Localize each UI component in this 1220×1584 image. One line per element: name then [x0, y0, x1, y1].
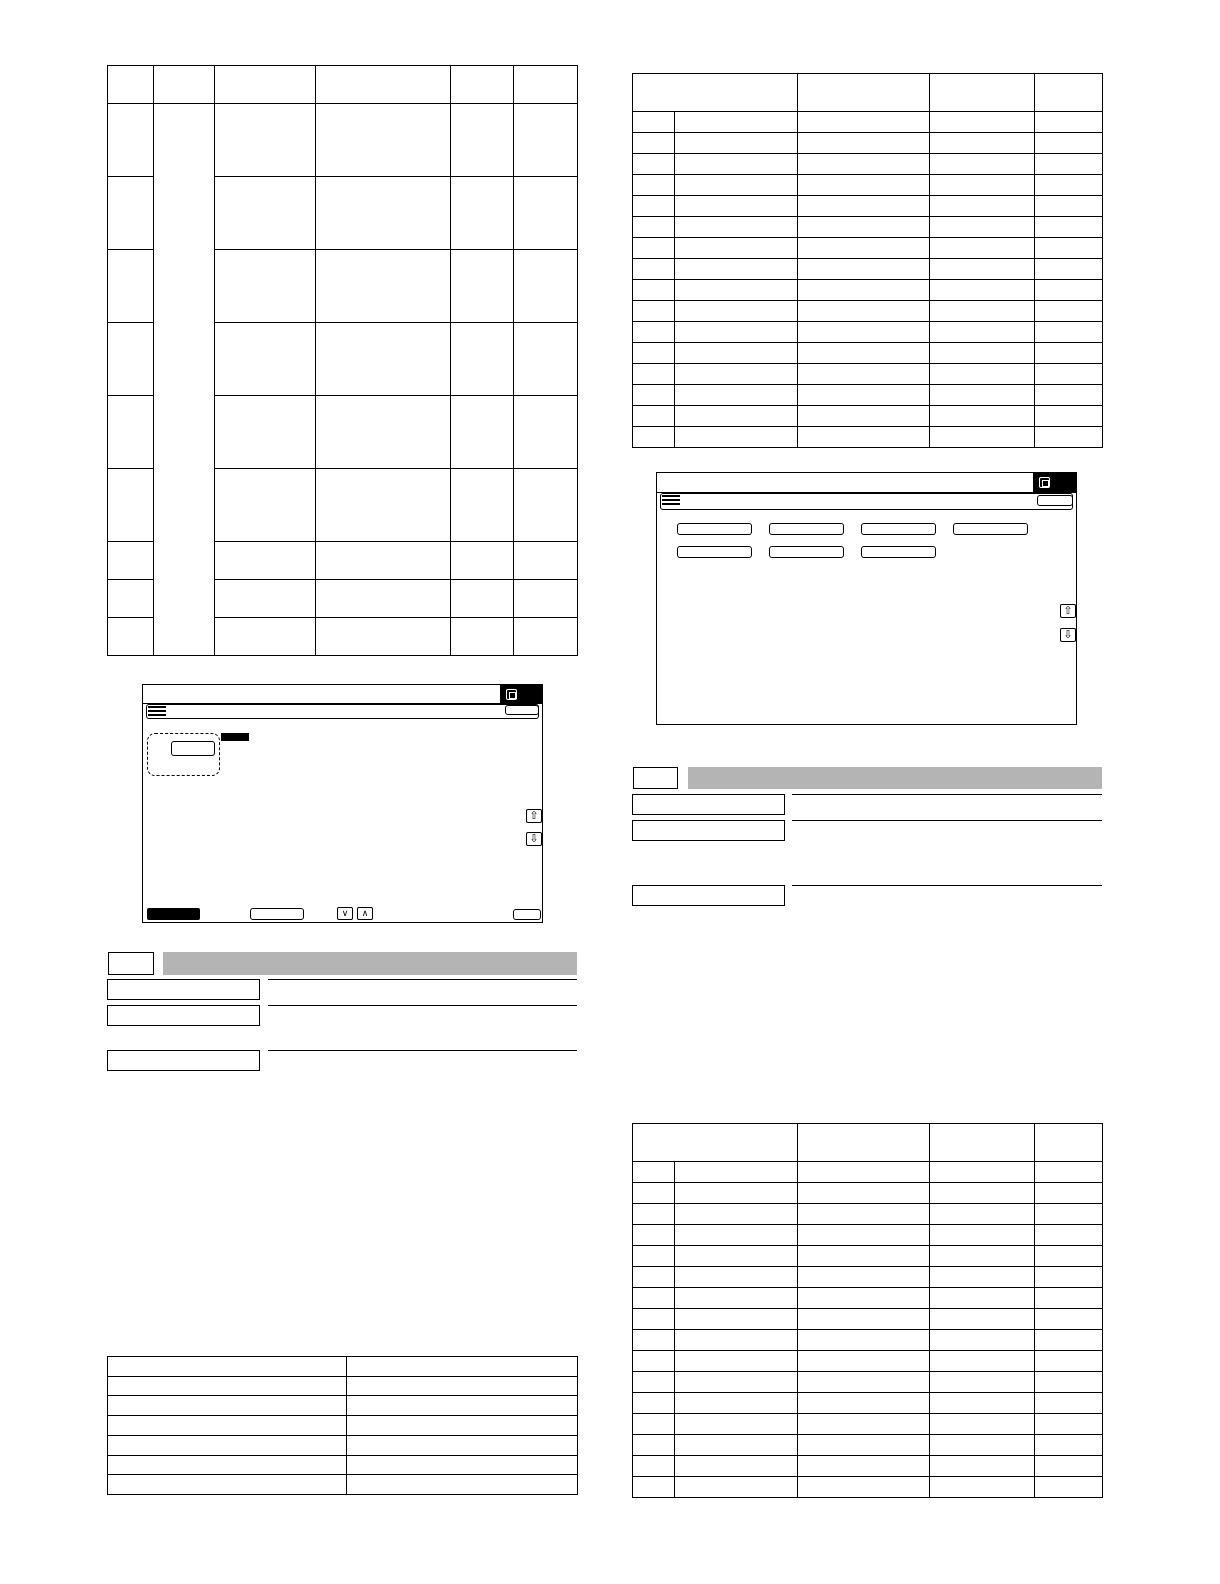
- table-cell: [108, 542, 154, 580]
- table-cell: [633, 238, 675, 259]
- table-cell: [633, 1330, 675, 1351]
- table-cell: [451, 396, 514, 469]
- table-cell: [930, 280, 1035, 301]
- table-cell: [633, 1162, 675, 1183]
- table-cell: [675, 217, 798, 238]
- table-cell: [1035, 196, 1103, 217]
- table-cell: [930, 1351, 1035, 1372]
- table-cell: [451, 177, 514, 250]
- table-cell: [633, 1435, 675, 1456]
- table-cell: [1035, 112, 1103, 133]
- function-rule: [792, 820, 1102, 821]
- table-cell: [798, 112, 930, 133]
- scroll-up-button[interactable]: [1060, 604, 1076, 618]
- table-cell: [930, 1267, 1035, 1288]
- table-cell: [930, 1372, 1035, 1393]
- table-cell: [675, 112, 798, 133]
- table-cell: [316, 250, 451, 323]
- table-cell: [633, 1477, 675, 1498]
- table-cell: [675, 259, 798, 280]
- table-cell: [514, 104, 578, 177]
- purpose-rule: [268, 979, 577, 980]
- arrow-down-icon: ⇩: [1063, 629, 1073, 641]
- header-cell: [633, 74, 798, 112]
- table-cell: [1035, 175, 1103, 196]
- section-title-bar: [163, 952, 577, 975]
- copy-mode-icon: [506, 689, 517, 700]
- table-cell: [798, 1477, 930, 1498]
- right-screen-mockup: [656, 472, 1077, 725]
- ok-button[interactable]: [1037, 495, 1073, 506]
- table-cell: [798, 343, 930, 364]
- scroll-down-button[interactable]: [526, 832, 542, 846]
- table-cell: [930, 196, 1035, 217]
- table-cell: [633, 427, 675, 448]
- table-cell: [798, 1456, 930, 1477]
- table-cell: [798, 1351, 930, 1372]
- value-key-button[interactable]: [171, 741, 215, 756]
- table-cell: [633, 1267, 675, 1288]
- section-number-box: [633, 767, 678, 789]
- table-cell: [215, 250, 316, 323]
- operation-label-box: [107, 1050, 260, 1071]
- table-cell: [633, 1225, 675, 1246]
- table-cell: [316, 618, 451, 656]
- table-cell: [930, 154, 1035, 175]
- table-cell: [347, 1416, 578, 1436]
- header-cell: [798, 1124, 930, 1162]
- table-cell: [930, 322, 1035, 343]
- table-cell: [1035, 1435, 1103, 1456]
- table-cell: [675, 175, 798, 196]
- table-cell: [633, 406, 675, 427]
- table-cell: [675, 343, 798, 364]
- table-cell: [633, 364, 675, 385]
- table-cell: [675, 1204, 798, 1225]
- table-cell: [930, 1183, 1035, 1204]
- table-cell: [1035, 1204, 1103, 1225]
- table-cell: [1035, 217, 1103, 238]
- table-cell: [1035, 133, 1103, 154]
- operation-rule: [792, 885, 1102, 886]
- table-cell: [930, 133, 1035, 154]
- table-cell: [930, 1456, 1035, 1477]
- table-cell: [930, 364, 1035, 385]
- menu-lines-icon: [148, 706, 166, 716]
- table-cell: [1035, 1477, 1103, 1498]
- table-cell: [451, 250, 514, 323]
- table-cell: [930, 259, 1035, 280]
- table-cell: [451, 542, 514, 580]
- table-cell: [633, 1246, 675, 1267]
- item-button-5[interactable]: [677, 546, 752, 558]
- table-cell: [633, 196, 675, 217]
- arrow-up-icon: ⇧: [1063, 605, 1073, 617]
- execute-button[interactable]: [513, 909, 541, 920]
- table-cell: [930, 385, 1035, 406]
- table-cell: [1035, 1288, 1103, 1309]
- table-cell: [633, 1204, 675, 1225]
- table-cell: [675, 1162, 798, 1183]
- table-cell: [675, 1477, 798, 1498]
- table-cell: [930, 1225, 1035, 1246]
- table-cell: [798, 1309, 930, 1330]
- table-cell: [633, 112, 675, 133]
- table-cell: [798, 1393, 930, 1414]
- table-cell: [675, 133, 798, 154]
- table-cell: [798, 1330, 930, 1351]
- screen-mode-badge: [1033, 473, 1076, 492]
- table-cell: [1035, 322, 1103, 343]
- header-cell: [1035, 1124, 1103, 1162]
- item-button-4[interactable]: [953, 523, 1028, 535]
- table-cell: [108, 1455, 347, 1475]
- purpose-rule: [792, 794, 1102, 795]
- table-cell: [798, 259, 930, 280]
- chevron-down-icon: ∨: [341, 908, 349, 918]
- scroll-up-button[interactable]: [526, 809, 542, 823]
- table-cell: [316, 469, 451, 542]
- function-rule: [268, 1005, 577, 1006]
- table-cell: [675, 385, 798, 406]
- operation-rule: [268, 1050, 577, 1051]
- table-cell: [675, 301, 798, 322]
- table-cell: [108, 1396, 347, 1416]
- table-cell: [316, 177, 451, 250]
- table-cell: [633, 1183, 675, 1204]
- table-cell: [347, 1455, 578, 1475]
- screen-title-bar: [657, 473, 1076, 493]
- table-cell: [675, 154, 798, 175]
- table-cell: [930, 1393, 1035, 1414]
- screen-title-bar: [143, 685, 542, 704]
- highlight-label: [221, 733, 249, 741]
- table-cell: [633, 1372, 675, 1393]
- table-cell: [675, 1309, 798, 1330]
- bottom-input-field[interactable]: [250, 908, 304, 920]
- table-cell: [1035, 385, 1103, 406]
- table-cell: [930, 406, 1035, 427]
- table-cell: [675, 1393, 798, 1414]
- header-cell: [930, 1124, 1035, 1162]
- item-button-1[interactable]: [677, 523, 752, 535]
- table-cell: [798, 133, 930, 154]
- table-cell: [798, 154, 930, 175]
- decrease-button[interactable]: [337, 907, 353, 920]
- table-cell: [675, 1435, 798, 1456]
- table-cell: [798, 406, 930, 427]
- table-cell: [633, 343, 675, 364]
- table-cell: [1035, 1372, 1103, 1393]
- table-cell: [633, 154, 675, 175]
- header-cell: [108, 1357, 347, 1377]
- copy-mode-icon: [1039, 477, 1050, 488]
- table-cell: [1035, 1183, 1103, 1204]
- table-cell: [1035, 1414, 1103, 1435]
- table-cell: [451, 323, 514, 396]
- header-cell: [798, 74, 930, 112]
- ok-button[interactable]: [505, 705, 539, 715]
- section-title-bar: [688, 767, 1102, 789]
- table-cell: [1035, 301, 1103, 322]
- table-cell: [798, 1246, 930, 1267]
- table-cell: [675, 280, 798, 301]
- header-cell: [316, 66, 451, 104]
- table-cell: [798, 1183, 930, 1204]
- table-cell: [1035, 343, 1103, 364]
- table-cell: [675, 1183, 798, 1204]
- table-cell: [215, 618, 316, 656]
- spec-table-top-right: [632, 73, 1103, 448]
- table-cell: [1035, 1456, 1103, 1477]
- table-cell: [798, 364, 930, 385]
- purpose-label-box: [107, 979, 260, 1000]
- table-cell: [316, 580, 451, 618]
- table-cell: [108, 177, 154, 250]
- table-cell: [675, 1351, 798, 1372]
- table-cell: [108, 1475, 347, 1495]
- table-cell: [930, 238, 1035, 259]
- table-cell: [1035, 364, 1103, 385]
- table-cell: [798, 301, 930, 322]
- item-button-7[interactable]: [861, 546, 936, 558]
- setting-table-bottom-left: [107, 1356, 578, 1495]
- header-cell: [1035, 74, 1103, 112]
- table-cell: [1035, 1267, 1103, 1288]
- table-cell: [215, 104, 316, 177]
- table-cell: [1035, 1162, 1103, 1183]
- table-cell: [514, 396, 578, 469]
- table-cell: [347, 1396, 578, 1416]
- table-cell: [514, 618, 578, 656]
- table-cell: [675, 1330, 798, 1351]
- table-cell: [930, 1477, 1035, 1498]
- table-cell: [633, 322, 675, 343]
- table-cell: [930, 1330, 1035, 1351]
- table-cell: [108, 1376, 347, 1396]
- section-number-box: [108, 952, 154, 975]
- table-cell: [798, 427, 930, 448]
- table-cell: [633, 1393, 675, 1414]
- table-cell: [675, 1288, 798, 1309]
- table-cell: [798, 238, 930, 259]
- table-cell: [451, 618, 514, 656]
- table-cell: [675, 1267, 798, 1288]
- table-cell: [930, 217, 1035, 238]
- item-button-3[interactable]: [861, 523, 936, 535]
- header-cell: [215, 66, 316, 104]
- table-cell: [108, 469, 154, 542]
- table-cell: [347, 1435, 578, 1455]
- function-label-box: [632, 820, 785, 841]
- menu-lines-icon: [662, 495, 680, 505]
- table-cell: [675, 196, 798, 217]
- table-cell: [633, 280, 675, 301]
- table-cell: [930, 1309, 1035, 1330]
- table-cell: [798, 1435, 930, 1456]
- table-cell: [514, 469, 578, 542]
- table-cell: [108, 1435, 347, 1455]
- screen-mode-badge: [500, 685, 542, 703]
- table-cell: [215, 469, 316, 542]
- table-cell: [215, 323, 316, 396]
- table-cell: [930, 1414, 1035, 1435]
- function-label-box: [107, 1005, 260, 1026]
- table-cell: [633, 1414, 675, 1435]
- item-button-6[interactable]: [769, 546, 844, 558]
- table-cell: [108, 580, 154, 618]
- table-cell: [675, 406, 798, 427]
- table-cell: [316, 104, 451, 177]
- table-cell: [633, 133, 675, 154]
- table-cell: [1035, 259, 1103, 280]
- arrow-down-icon: ⇩: [529, 833, 539, 845]
- table-cell: [930, 1204, 1035, 1225]
- table-cell: [316, 396, 451, 469]
- table-cell: [930, 1288, 1035, 1309]
- table-cell: [633, 1456, 675, 1477]
- merged-cell: [154, 104, 215, 656]
- table-cell: [1035, 427, 1103, 448]
- spec-table-top-left: [107, 65, 578, 656]
- table-cell: [1035, 280, 1103, 301]
- table-cell: [675, 1246, 798, 1267]
- table-cell: [675, 1456, 798, 1477]
- table-cell: [347, 1376, 578, 1396]
- table-cell: [215, 177, 316, 250]
- header-cell: [154, 66, 215, 104]
- table-cell: [514, 323, 578, 396]
- table-cell: [798, 217, 930, 238]
- table-cell: [798, 385, 930, 406]
- table-cell: [675, 322, 798, 343]
- chevron-up-icon: ∧: [361, 908, 369, 918]
- table-cell: [215, 542, 316, 580]
- table-cell: [930, 175, 1035, 196]
- table-cell: [316, 542, 451, 580]
- table-cell: [1035, 1393, 1103, 1414]
- table-cell: [1035, 1246, 1103, 1267]
- table-cell: [108, 396, 154, 469]
- table-cell: [633, 1309, 675, 1330]
- table-cell: [316, 323, 451, 396]
- table-cell: [514, 580, 578, 618]
- table-cell: [108, 323, 154, 396]
- header-cell: [108, 66, 154, 104]
- table-cell: [108, 250, 154, 323]
- table-cell: [1035, 154, 1103, 175]
- arrow-up-icon: ⇧: [529, 810, 539, 822]
- table-cell: [798, 1372, 930, 1393]
- table-cell: [347, 1475, 578, 1495]
- table-cell: [798, 1414, 930, 1435]
- table-cell: [675, 238, 798, 259]
- header-cell: [347, 1357, 578, 1377]
- table-cell: [514, 177, 578, 250]
- screen-sub-bar: [146, 704, 539, 719]
- table-cell: [633, 1288, 675, 1309]
- table-cell: [633, 301, 675, 322]
- table-cell: [675, 1372, 798, 1393]
- table-cell: [798, 280, 930, 301]
- increase-button[interactable]: [357, 907, 373, 920]
- table-cell: [798, 1162, 930, 1183]
- table-cell: [1035, 406, 1103, 427]
- item-button-2[interactable]: [769, 523, 844, 535]
- table-cell: [798, 196, 930, 217]
- bottom-black-key[interactable]: [147, 908, 200, 920]
- table-cell: [633, 1351, 675, 1372]
- header-cell: [451, 66, 514, 104]
- table-cell: [930, 427, 1035, 448]
- spec-table-bottom-right: [632, 1123, 1103, 1498]
- table-cell: [451, 469, 514, 542]
- header-cell: [633, 1124, 798, 1162]
- table-cell: [108, 104, 154, 177]
- table-cell: [514, 250, 578, 323]
- scroll-down-button[interactable]: [1060, 628, 1076, 642]
- table-cell: [798, 175, 930, 196]
- table-cell: [930, 1246, 1035, 1267]
- table-cell: [675, 427, 798, 448]
- table-cell: [1035, 1330, 1103, 1351]
- table-cell: [1035, 1309, 1103, 1330]
- table-cell: [633, 217, 675, 238]
- table-cell: [514, 542, 578, 580]
- table-cell: [798, 1267, 930, 1288]
- header-cell: [514, 66, 578, 104]
- table-cell: [451, 104, 514, 177]
- table-cell: [1035, 1351, 1103, 1372]
- table-cell: [1035, 238, 1103, 259]
- table-cell: [215, 396, 316, 469]
- table-cell: [930, 343, 1035, 364]
- operation-label-box: [632, 885, 785, 906]
- table-cell: [798, 1225, 930, 1246]
- table-cell: [633, 175, 675, 196]
- table-cell: [1035, 1225, 1103, 1246]
- table-cell: [798, 1204, 930, 1225]
- table-cell: [108, 1416, 347, 1436]
- screen-sub-bar: [660, 493, 1073, 510]
- table-cell: [633, 385, 675, 406]
- table-cell: [930, 301, 1035, 322]
- table-cell: [633, 259, 675, 280]
- table-cell: [451, 580, 514, 618]
- table-cell: [798, 322, 930, 343]
- table-cell: [675, 1414, 798, 1435]
- table-cell: [930, 112, 1035, 133]
- table-cell: [675, 364, 798, 385]
- left-screen-mockup: [142, 684, 543, 923]
- purpose-label-box: [632, 794, 785, 815]
- header-cell: [930, 74, 1035, 112]
- table-cell: [930, 1162, 1035, 1183]
- table-cell: [798, 1288, 930, 1309]
- table-cell: [108, 618, 154, 656]
- table-cell: [930, 1435, 1035, 1456]
- table-cell: [215, 580, 316, 618]
- table-cell: [675, 1225, 798, 1246]
